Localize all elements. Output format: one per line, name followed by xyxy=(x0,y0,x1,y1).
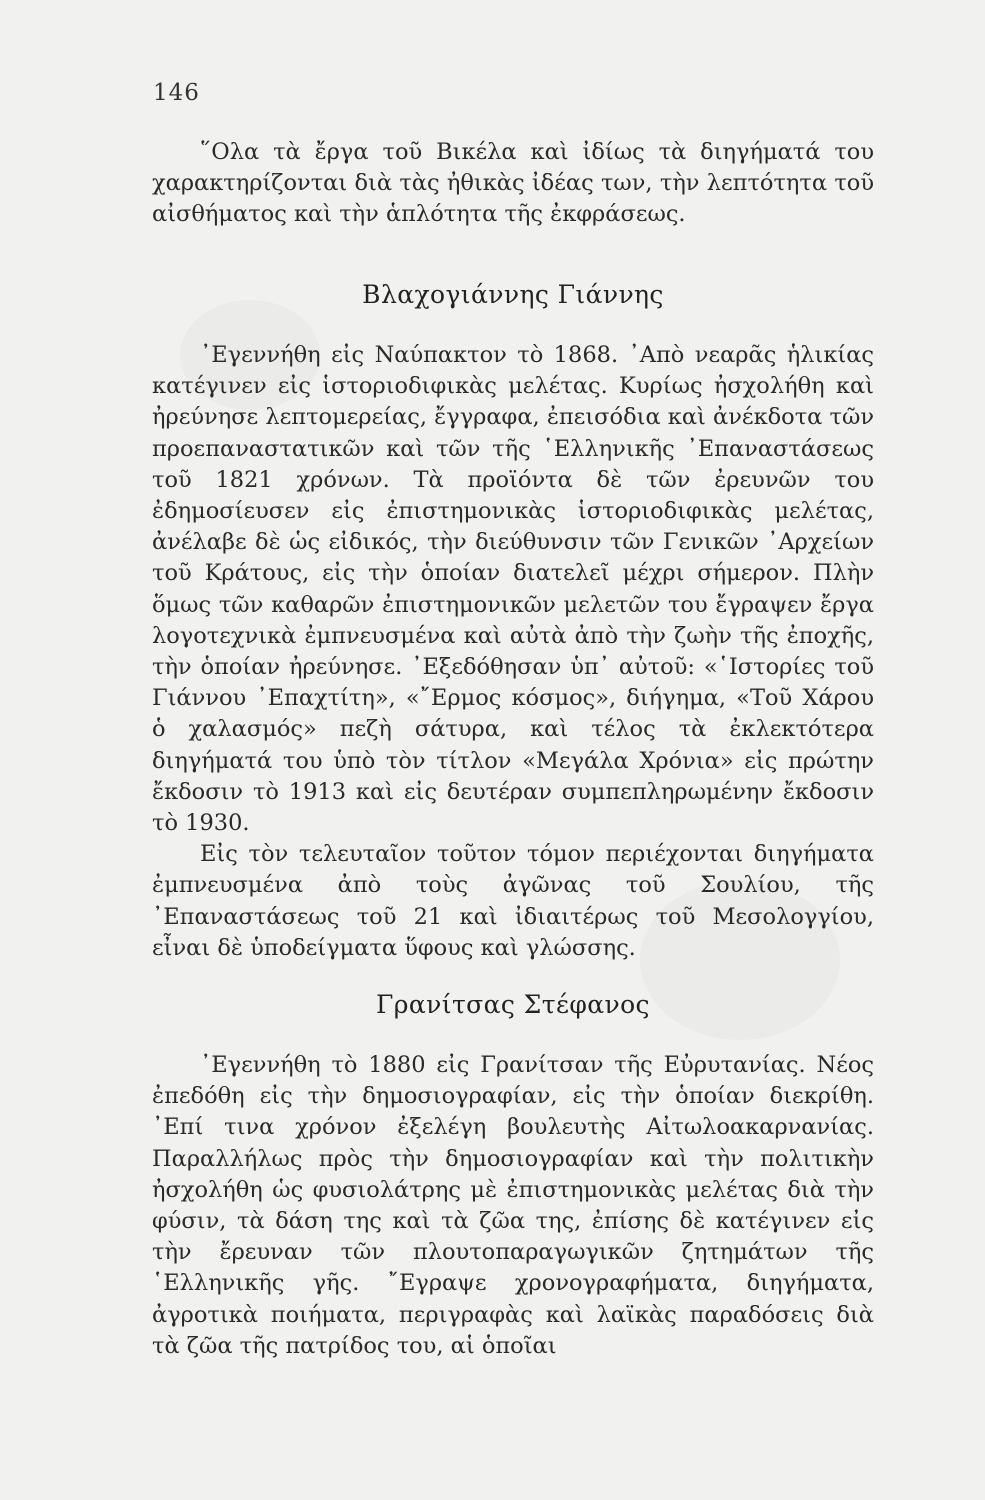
page-number: 146 xyxy=(153,80,200,106)
biography-paragraph: Εἰς τὸν τελευταῖον τοῦτον τόμον περιέχονται διηγήματα ἐμπνευσμένα ἀπὸ τοὺς ἀγῶνας τοῦ Σουλίου, τῆς ᾿Επαναστάσεως τοῦ 21 καὶ ἰδιαιτέρως τοῦ Μεσολογγίου, εἶναι δὲ ὑποδείγματα ὕφους καὶ γλώσσης. xyxy=(152,841,874,961)
biography-vlachogiannis xyxy=(152,340,874,964)
biography-paragraph: ᾿Εγεννήθη τὸ 1880 εἰς Γρανίτσαν τῆς Εὐρυτανίας. Νέος ἐπεδόθη εἰς τὴν δημοσιογραφίαν, εἰς τὴν ὁποίαν διεκρίθη. ᾿Επί τινα χρόνον ἐξελέγη βουλευτὴς Αἰτωλοακαρνανίας. Παραλλήλως πρὸς τὴν δημοσιογραφίαν καὶ τὴν πολιτικὴν ἠσχολήθη ὡς φυσιολάτρης μὲ ἐπιστημονικὰς μελέτας διὰ τὴν φύσιν, τὰ δάση της καὶ τὰ ζῶα της, ἐπίσης δὲ κατέγινεν εἰς τὴν ἔρευναν τῶν πλουτοπαραγωγικῶν ζητημάτων τῆς ῾Ελληνικῆς γῆς. ῎Εγραψε χρονογραφήματα, διηγήματα, ἀγροτικὰ ποιήματα, περιγραφὰς καὶ λαϊκὰς παραδόσεις διὰ τὰ ζῶα τῆς πατρίδος του, αἱ ὁποῖαι xyxy=(152,1052,874,1359)
biography-paragraph: ᾿Εγεννήθη εἰς Ναύπακτον τὸ 1868. ᾿Απὸ νεαρᾶς ἡλικίας κατέγινεν εἰς ἱστοριοδιφικὰς μελέτας. Κυρίως ἠσχολήθη καὶ ἠρεύνησε λεπτομερείας, ἔγγραφα, ἐπεισόδια καὶ ἀνέκδοτα τῶν προεπαναστατικῶν καὶ τῶν τῆς ῾Ελληνικῆς ᾿Επαναστάσεως τοῦ 1821 χρόνων. Τὰ προϊόντα δὲ τῶν ἐρευνῶν του ἐδημοσίευσεν εἰς ἐπιστημονικὰς ἱστοριοδιφικὰς μελέτας, ἀνέλαβε δὲ ὡς εἰδικός, τὴν διεύθυνσιν τῶν Γενικῶν ᾿Αρχείων τοῦ Κράτους, εἰς τὴν ὁποίαν διατελεῖ μέχρι σήμερον. Πλὴν ὅμως τῶν καθαρῶν ἐπιστημονικῶν μελετῶν του ἔγραψεν ἔργα λογοτεχνικὰ ἐμπνευσμένα καὶ αὐτὰ ἀπὸ τὴν ζωὴν τῆς ἐποχῆς, τὴν ὁποίαν ἠρεύνησε. ᾿Εξεδόθησαν ὑπ᾿ αὐτοῦ: «῾Ιστορίες τοῦ Γιάννου ᾿Επαχτίτη», «῎Ερμος κόσμος», διήγημα, «Τοῦ Χάρου ὁ χαλασμός» πεζὴ σάτυρα, καὶ τέλος τὰ ἐκλεκτότερα διηγήματά του ὑπὸ τὸν τίτλον «Μεγάλα Χρόνια» εἰς πρώτην ἔκδοσιν τὸ 1913 καὶ εἰς δευτέραν συμπεπληρωμένην ἔκδοσιν τὸ 1930. xyxy=(152,342,874,837)
intro-paragraph: ῞Ολα τὰ ἔργα τοῦ Βικέλα καὶ ἰδίως τὰ διηγήματά του χαρακτηρίζονται διὰ τὰς ἠθικὰς ἰδέας των, τὴν λεπτότητα τοῦ αἰσθήματος καὶ τὴν ἁπλότητα τῆς ἐκφράσεως. xyxy=(152,139,874,228)
section-heading-granitsas: Γρανίτσας Στέφανος xyxy=(376,990,650,1019)
biography-granitsas xyxy=(152,1050,874,1362)
section-heading-vlachogiannis: Βλαχογιάννης Γιάννης xyxy=(362,280,664,309)
intro-paragraph-block xyxy=(152,137,874,231)
